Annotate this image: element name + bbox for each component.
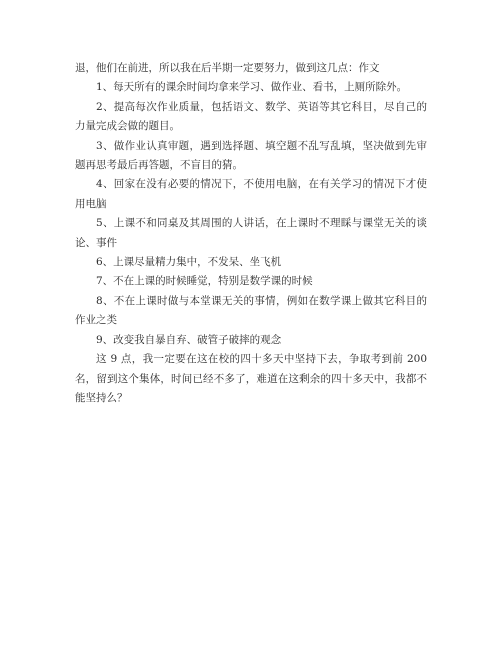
opening-line: 退，他们在前进，所以我在后半期一定要努力，做到这几点：作文 — [75, 62, 380, 74]
list-item-8: 8、不在上课时做与本堂课无关的事情，例如在数学课上做其它科目的作业之类 — [75, 294, 427, 327]
list-item-1: 1、每天所有的课余时间均拿来学习、做作业、看书，上厕所除外。 — [96, 81, 408, 94]
list-item-3: 3、做作业认真审题，遇到选择题、填空题不乱写乱填，坚决做到先审题再思考最后再答题，不盲目的猜。 — [75, 139, 427, 172]
list-item-2: 2、提高每次作业质量，包括语文、数学、英语等其它科目，尽自己的力量完成会做的题目。 — [75, 100, 427, 133]
list-item-7: 7、不在上课的时候睡觉，特别是数学课的时候 — [96, 275, 313, 288]
list-item-9: 9、改变我自暴自弃、破管子破摔的观念 — [96, 333, 282, 346]
list-item-5: 5、上课不和同桌及其周围的人讲话，在上课时不理睬与课堂无关的谈论、事件 — [75, 217, 427, 249]
list-item-6: 6、上课尽量精力集中，不发呆、坐飞机 — [96, 256, 282, 269]
closing-paragraph: 这 9 点，我一定要在这在校的四十多天中坚持下去，争取考到前 200 名，留到这个集体，时间已经不多了，难道在这剩余的四十多天中，我都不能坚持么？ — [75, 353, 427, 404]
document-body — [75, 59, 427, 408]
list-item-4: 4、回家在没有必要的情况下，不使用电脑，在有关学习的情况下才使用电脑 — [75, 178, 427, 210]
